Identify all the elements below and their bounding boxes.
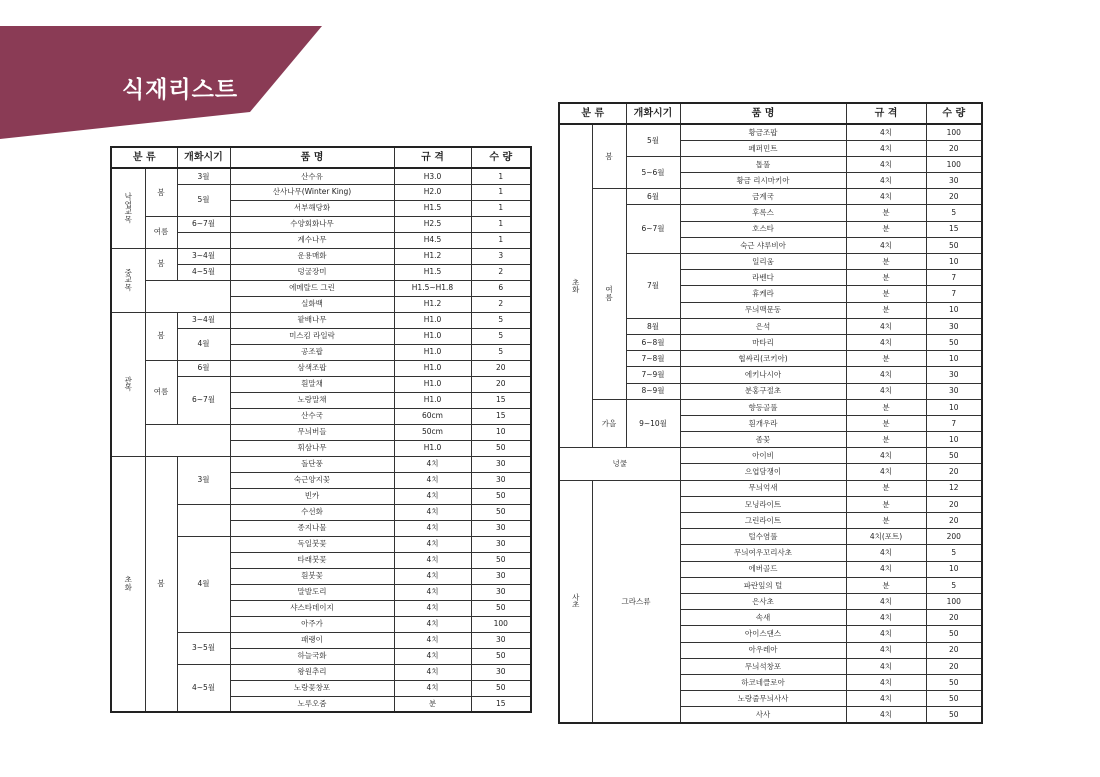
item-name-cell: 페퍼민트 — [680, 140, 846, 156]
item-name-cell: 흰개우라 — [680, 415, 846, 431]
quantity-cell: 5 — [926, 545, 982, 561]
subcategory-cell: 여름 — [145, 216, 177, 248]
item-name-cell: 에메랄드 그린 — [230, 280, 394, 296]
item-name-cell: 샤스타데이지 — [230, 600, 394, 616]
quantity-cell: 50 — [926, 626, 982, 642]
spec-cell: 분 — [846, 205, 926, 221]
quantity-cell: 50 — [471, 488, 531, 504]
spec-cell: 4치 — [846, 448, 926, 464]
quantity-cell: 15 — [471, 392, 531, 408]
spec-cell: H1.2 — [394, 296, 471, 312]
quantity-cell: 10 — [471, 424, 531, 440]
item-name-cell: 사사 — [680, 707, 846, 723]
item-name-cell: 파란잎의 털 — [680, 577, 846, 593]
item-name-cell: 에버골드 — [680, 561, 846, 577]
spec-cell: 4치 — [846, 124, 926, 140]
bloom-period-cell: 8월 — [626, 318, 680, 334]
item-name-cell: 공조팝 — [230, 344, 394, 360]
quantity-cell: 50 — [926, 674, 982, 690]
spec-cell: H1.5~H1.8 — [394, 280, 471, 296]
subcategory-cell: 봄 — [145, 312, 177, 360]
bloom-period-cell: 3~4월 — [177, 312, 230, 328]
spec-cell: 4치 — [394, 472, 471, 488]
table-row — [111, 424, 531, 440]
bloom-period-cell: 6~7월 — [177, 376, 230, 424]
spec-cell: 분 — [846, 577, 926, 593]
item-name-cell: 노루오줌 — [230, 696, 394, 712]
spec-cell: 분 — [846, 415, 926, 431]
bloom-period-cell: 5월 — [177, 184, 230, 216]
bloom-period-cell: 7월 — [626, 254, 680, 319]
item-name-cell: 숙근양지꽃 — [230, 472, 394, 488]
spec-cell: H3.0 — [394, 168, 471, 184]
item-name-cell: 종지나물 — [230, 520, 394, 536]
quantity-cell: 10 — [926, 351, 982, 367]
quantity-cell: 2 — [471, 264, 531, 280]
spec-cell: H1.0 — [394, 360, 471, 376]
category-cell: 관 목 — [111, 312, 145, 456]
item-name-cell: 빈카 — [230, 488, 394, 504]
quantity-cell: 200 — [926, 529, 982, 545]
header-category: 분 류 — [559, 103, 626, 124]
header-quantity: 수 량 — [471, 147, 531, 168]
table-row — [111, 168, 531, 184]
spec-cell: 4치 — [846, 464, 926, 480]
item-name-cell: 휴케라 — [680, 286, 846, 302]
quantity-cell: 50 — [471, 552, 531, 568]
spec-cell: 4치 — [846, 318, 926, 334]
spec-cell: 60cm — [394, 408, 471, 424]
quantity-cell: 30 — [471, 664, 531, 680]
item-name-cell: 노랑말채 — [230, 392, 394, 408]
bloom-period-cell: 4~5월 — [177, 664, 230, 712]
spec-cell: 4치 — [394, 600, 471, 616]
spec-cell: H2.5 — [394, 216, 471, 232]
bloom-period-cell: 3~4월 — [177, 248, 230, 264]
subcategory-cell: 여 름 — [592, 189, 626, 399]
spec-cell: 4치 — [846, 156, 926, 172]
bloom-period-cell: 8~9월 — [626, 383, 680, 399]
item-name-cell: 일리움 — [680, 254, 846, 270]
spec-cell: H1.0 — [394, 392, 471, 408]
category-cell: 넝쿨 — [559, 448, 680, 480]
spec-cell: H1.5 — [394, 200, 471, 216]
item-name-cell: 협싸리(코키아) — [680, 351, 846, 367]
quantity-cell: 30 — [471, 520, 531, 536]
quantity-cell: 50 — [926, 237, 982, 253]
subcategory-cell: 봄 — [145, 168, 177, 216]
spec-cell: 4치 — [394, 664, 471, 680]
quantity-cell: 12 — [926, 480, 982, 496]
table-row — [111, 360, 531, 376]
spec-cell: 4치 — [846, 334, 926, 350]
spec-cell: 4치 — [846, 642, 926, 658]
category-cell: 중 교 목 — [111, 248, 145, 312]
header-bloom-period: 개화시기 — [626, 103, 680, 124]
slide-title: 식재리스트 — [122, 77, 239, 103]
spec-cell: 4치 — [846, 674, 926, 690]
subcategory-cell: 그라스류 — [592, 480, 680, 723]
spec-cell: 분 — [846, 513, 926, 529]
item-name-cell: 무늬여우꼬리사초 — [680, 545, 846, 561]
spec-cell: H4.5 — [394, 232, 471, 248]
item-name-cell: 마타리 — [680, 334, 846, 350]
quantity-cell: 100 — [471, 616, 531, 632]
spec-cell: 4치 — [394, 568, 471, 584]
spec-cell: 분 — [846, 221, 926, 237]
quantity-cell: 30 — [926, 383, 982, 399]
bloom-period-cell: 9~10월 — [626, 399, 680, 448]
spec-cell: 4치 — [846, 610, 926, 626]
table-row — [559, 399, 982, 415]
quantity-cell: 3 — [471, 248, 531, 264]
category-cell: 낙 엽 교 목 — [111, 168, 145, 248]
quantity-cell: 6 — [471, 280, 531, 296]
spec-cell: 분 — [846, 351, 926, 367]
bloom-period-cell: 6~7월 — [626, 205, 680, 254]
spec-cell: 4치 — [846, 691, 926, 707]
table-body-left — [111, 168, 531, 712]
item-name-cell: 서부해당화 — [230, 200, 394, 216]
bloom-period-cell: 6~8월 — [626, 334, 680, 350]
spec-cell: 4치 — [394, 520, 471, 536]
item-name-cell: 무늬석창포 — [680, 658, 846, 674]
subcategory-cell: 봄 — [145, 456, 177, 712]
spec-cell: 4치 — [846, 626, 926, 642]
subcategory-cell: 가을 — [592, 399, 626, 448]
item-name-cell: 무늬맥문동 — [680, 302, 846, 318]
subcategory-cell — [145, 424, 230, 456]
item-name-cell: 호스타 — [680, 221, 846, 237]
spec-cell: 4치 — [846, 545, 926, 561]
quantity-cell: 5 — [926, 205, 982, 221]
item-name-cell: 하코네클로아 — [680, 674, 846, 690]
bloom-period-cell: 5월 — [626, 124, 680, 156]
item-name-cell: 독일붓꽃 — [230, 536, 394, 552]
spec-cell: 분 — [846, 286, 926, 302]
spec-cell: 분 — [846, 270, 926, 286]
item-name-cell: 수양회화나무 — [230, 216, 394, 232]
spec-cell: 4치 — [846, 237, 926, 253]
category-cell: 사 초 — [559, 480, 592, 723]
quantity-cell: 1 — [471, 168, 531, 184]
header-bloom-period: 개화시기 — [177, 147, 230, 168]
quantity-cell: 50 — [926, 691, 982, 707]
table-row — [111, 312, 531, 328]
spec-cell: 4치 — [394, 584, 471, 600]
table-row — [111, 216, 531, 232]
item-name-cell: 모닝라이트 — [680, 496, 846, 512]
quantity-cell: 100 — [926, 124, 982, 140]
spec-cell: 4치 — [394, 456, 471, 472]
table-header-row — [111, 147, 531, 168]
item-name-cell: 황금조팝 — [680, 124, 846, 140]
spec-cell: 분 — [846, 399, 926, 415]
spec-cell: 분 — [394, 696, 471, 712]
quantity-cell: 20 — [471, 376, 531, 392]
quantity-cell: 5 — [471, 312, 531, 328]
item-name-cell: 팥배나무 — [230, 312, 394, 328]
bloom-period-cell: 4월 — [177, 328, 230, 360]
item-name-cell: 흰붓꽃 — [230, 568, 394, 584]
item-name-cell: 패랭이 — [230, 632, 394, 648]
header-quantity: 수 량 — [926, 103, 982, 124]
bloom-period-cell: 3월 — [177, 168, 230, 184]
item-name-cell: 아이비 — [680, 448, 846, 464]
bloom-period-cell: 4월 — [177, 536, 230, 632]
quantity-cell: 7 — [926, 270, 982, 286]
quantity-cell: 30 — [471, 536, 531, 552]
spec-cell: 4치 — [394, 616, 471, 632]
item-name-cell: 털수염풀 — [680, 529, 846, 545]
table-row — [559, 480, 982, 496]
quantity-cell: 30 — [926, 367, 982, 383]
spec-cell: 50cm — [394, 424, 471, 440]
item-name-cell: 덩굴장미 — [230, 264, 394, 280]
spec-cell: H1.0 — [394, 344, 471, 360]
quantity-cell: 50 — [471, 600, 531, 616]
subcategory-cell — [145, 280, 230, 312]
quantity-cell: 30 — [926, 173, 982, 189]
quantity-cell: 30 — [471, 632, 531, 648]
quantity-cell: 1 — [471, 232, 531, 248]
quantity-cell: 1 — [471, 184, 531, 200]
quantity-cell: 30 — [926, 318, 982, 334]
item-name-cell: 휘삼나무 — [230, 440, 394, 456]
spec-cell: 4치 — [846, 593, 926, 609]
spec-cell: 4치(포트) — [846, 529, 926, 545]
item-name-cell: 은석 — [680, 318, 846, 334]
quantity-cell: 2 — [471, 296, 531, 312]
spec-cell: 4치 — [394, 680, 471, 696]
item-name-cell: 분홍구절초 — [680, 383, 846, 399]
item-name-cell: 왕원추리 — [230, 664, 394, 680]
item-name-cell: 삼색조팝 — [230, 360, 394, 376]
table-row — [559, 124, 982, 140]
quantity-cell: 20 — [926, 642, 982, 658]
header-spec: 규 격 — [846, 103, 926, 124]
item-name-cell: 좀꽃 — [680, 432, 846, 448]
spec-cell: 4치 — [846, 658, 926, 674]
quantity-cell: 30 — [471, 568, 531, 584]
spec-cell: 4치 — [846, 707, 926, 723]
bloom-period-cell: 4~5월 — [177, 264, 230, 280]
spec-cell: H1.0 — [394, 312, 471, 328]
bloom-period-cell: 7~8월 — [626, 351, 680, 367]
quantity-cell: 5 — [471, 328, 531, 344]
item-name-cell: 하늘국화 — [230, 648, 394, 664]
bloom-period-cell: 3~5월 — [177, 632, 230, 664]
bloom-period-cell — [177, 504, 230, 536]
item-name-cell: 미스킴 라일락 — [230, 328, 394, 344]
planting-table-right — [558, 102, 983, 724]
spec-cell: 분 — [846, 302, 926, 318]
header-item-name: 품 명 — [230, 147, 394, 168]
table-row — [111, 456, 531, 472]
quantity-cell: 20 — [926, 658, 982, 674]
spec-cell: 4치 — [846, 561, 926, 577]
planting-table-left — [110, 146, 532, 713]
spec-cell: 4치 — [846, 173, 926, 189]
item-name-cell: 으엽담쟁이 — [680, 464, 846, 480]
quantity-cell: 20 — [926, 610, 982, 626]
bloom-period-cell: 5~6월 — [626, 156, 680, 188]
table-row — [559, 448, 982, 464]
quantity-cell: 1 — [471, 216, 531, 232]
header-spec: 규 격 — [394, 147, 471, 168]
quantity-cell: 7 — [926, 415, 982, 431]
bloom-period-cell: 6월 — [177, 360, 230, 376]
quantity-cell: 50 — [926, 334, 982, 350]
quantity-cell: 100 — [926, 593, 982, 609]
spec-cell: 4치 — [394, 536, 471, 552]
quantity-cell: 10 — [926, 432, 982, 448]
item-name-cell: 흰말채 — [230, 376, 394, 392]
quantity-cell: 50 — [926, 707, 982, 723]
quantity-cell: 20 — [926, 496, 982, 512]
item-name-cell: 수선화 — [230, 504, 394, 520]
item-name-cell: 은사초 — [680, 593, 846, 609]
spec-cell: 4치 — [846, 367, 926, 383]
item-name-cell: 속새 — [680, 610, 846, 626]
quantity-cell: 100 — [926, 156, 982, 172]
quantity-cell: 10 — [926, 561, 982, 577]
item-name-cell: 황금 리시마키아 — [680, 173, 846, 189]
spec-cell: 분 — [846, 254, 926, 270]
item-name-cell: 톱풀 — [680, 156, 846, 172]
item-name-cell: 타래붓꽃 — [230, 552, 394, 568]
header-item-name: 품 명 — [680, 103, 846, 124]
spec-cell: 4치 — [394, 552, 471, 568]
bloom-period-cell: 6월 — [626, 189, 680, 205]
spec-cell: H1.5 — [394, 264, 471, 280]
quantity-cell: 10 — [926, 254, 982, 270]
quantity-cell: 50 — [471, 680, 531, 696]
item-name-cell: 라벤다 — [680, 270, 846, 286]
item-name-cell: 말발도리 — [230, 584, 394, 600]
quantity-cell: 30 — [471, 584, 531, 600]
bloom-period-cell: 6~7월 — [177, 216, 230, 232]
spec-cell: 4치 — [394, 488, 471, 504]
table-row — [111, 280, 531, 296]
item-name-cell: 그린라이트 — [680, 513, 846, 529]
spec-cell: 4치 — [846, 383, 926, 399]
item-name-cell: 무늬억새 — [680, 480, 846, 496]
quantity-cell: 50 — [471, 440, 531, 456]
spec-cell: 분 — [846, 496, 926, 512]
category-cell: 초 화 — [111, 456, 145, 712]
subcategory-cell: 봄 — [592, 124, 626, 189]
spec-cell: 4치 — [394, 648, 471, 664]
quantity-cell: 50 — [926, 448, 982, 464]
spec-cell: H2.0 — [394, 184, 471, 200]
table-row — [111, 248, 531, 264]
spec-cell: H1.0 — [394, 376, 471, 392]
quantity-cell: 20 — [926, 189, 982, 205]
spec-cell: H1.0 — [394, 328, 471, 344]
bloom-period-cell: 7~9월 — [626, 367, 680, 383]
quantity-cell: 1 — [471, 200, 531, 216]
item-name-cell: 산수유 — [230, 168, 394, 184]
item-name-cell: 숙근 샤루비아 — [680, 237, 846, 253]
item-name-cell: 계수나무 — [230, 232, 394, 248]
item-name-cell: 무늬버들 — [230, 424, 394, 440]
quantity-cell: 20 — [926, 513, 982, 529]
quantity-cell: 7 — [926, 286, 982, 302]
item-name-cell: 노랑꽃창포 — [230, 680, 394, 696]
subcategory-cell: 봄 — [145, 248, 177, 280]
item-name-cell: 아주가 — [230, 616, 394, 632]
item-name-cell: 돌단풍 — [230, 456, 394, 472]
item-name-cell: 산수국 — [230, 408, 394, 424]
quantity-cell: 30 — [471, 456, 531, 472]
spec-cell: 4치 — [394, 632, 471, 648]
table-row — [559, 189, 982, 205]
item-name-cell: 아이스댄스 — [680, 626, 846, 642]
item-name-cell: 후록스 — [680, 205, 846, 221]
quantity-cell: 30 — [471, 472, 531, 488]
spec-cell: 4치 — [394, 504, 471, 520]
item-name-cell: 운용매화 — [230, 248, 394, 264]
category-cell: 초 화 — [559, 124, 592, 448]
quantity-cell: 50 — [471, 648, 531, 664]
bloom-period-cell: 3월 — [177, 456, 230, 504]
spec-cell: 분 — [846, 480, 926, 496]
quantity-cell: 20 — [471, 360, 531, 376]
quantity-cell: 20 — [926, 140, 982, 156]
quantity-cell: 50 — [471, 504, 531, 520]
table-body-right — [559, 124, 982, 723]
quantity-cell: 15 — [926, 221, 982, 237]
spec-cell: 분 — [846, 432, 926, 448]
spec-cell: 4치 — [846, 189, 926, 205]
quantity-cell: 10 — [926, 399, 982, 415]
spec-cell: H1.0 — [394, 440, 471, 456]
item-name-cell: 실화백 — [230, 296, 394, 312]
quantity-cell: 5 — [471, 344, 531, 360]
quantity-cell: 10 — [926, 302, 982, 318]
quantity-cell: 5 — [926, 577, 982, 593]
item-name-cell: 금계국 — [680, 189, 846, 205]
spec-cell: 4치 — [846, 140, 926, 156]
bloom-period-cell — [177, 232, 230, 248]
item-name-cell: 산사나무(Winter King) — [230, 184, 394, 200]
item-name-cell: 아우레아 — [680, 642, 846, 658]
spec-cell: H1.2 — [394, 248, 471, 264]
item-name-cell: 노랑줄무늬사사 — [680, 691, 846, 707]
table-header-row — [559, 103, 982, 124]
header-category: 분 류 — [111, 147, 177, 168]
quantity-cell: 20 — [926, 464, 982, 480]
subcategory-cell: 여름 — [145, 360, 177, 424]
item-name-cell: 에키나시아 — [680, 367, 846, 383]
item-name-cell: 향등골풀 — [680, 399, 846, 415]
quantity-cell: 15 — [471, 696, 531, 712]
quantity-cell: 15 — [471, 408, 531, 424]
